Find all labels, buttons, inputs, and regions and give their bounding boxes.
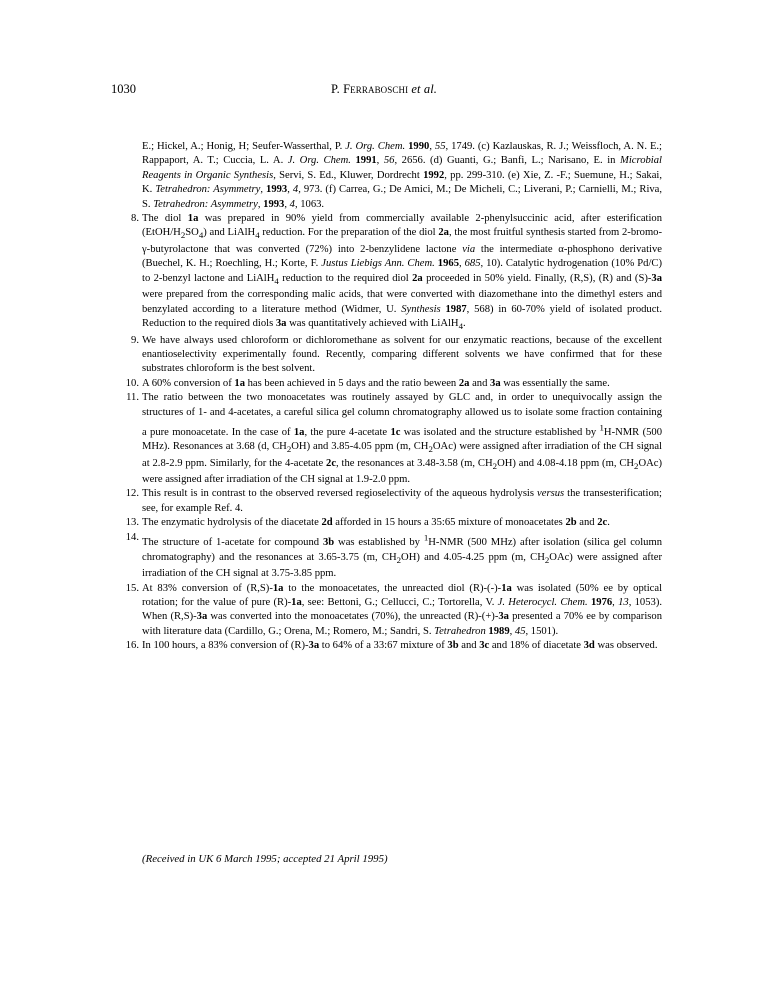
- footnote-text: We have always used chloroform or dichloromethane as solvent for our enzymatic reactions, because of the excellent enantioselectivity experimentally found. Recently, comparing different solvents we have confirmed that for these substrates chloroform is the best solvent.: [142, 334, 662, 375]
- footnote: [121, 140, 662, 212]
- footnote-text: The ratio between the two monoacetates was routinely assayed by GLC and, in order to unequivocally assign the structures of 1- and 4-acetates, a careful silica gel column chromatography allowed us to isolate some fraction containing a pure monoacetate. In the case of 1a, the pure 4-acetate 1c was isolated and the structure established by $^1$H-NMR (500 MHz). Resonances at 3.68 (d, $CH_2OH$) and 3.85-4.05 ppm (m, $CH_2OAc$) were assigned after irradiation of the CH signal at 2.8-2.9 ppm. Similarly, for the 4-acetate 2c, the resonances at 3.48-3.58 (m, $CH_2OH$) and 4.08-4.18 ppm (m, $CH_2OAc$) were assigned after irradiation of the CH signal at 1.9-2.0 ppm.: [142, 392, 662, 486]
- footnote-number: 14.: [125, 531, 139, 543]
- page-number: 1030: [111, 82, 136, 96]
- footnote-text: The enzymatic hydrolysis of the diacetate 2d afforded in 15 hours a 35:65 mixture of monoacetates 2b and 2c.: [142, 517, 610, 529]
- footnote: [121, 377, 662, 391]
- page-header: [0, 82, 768, 102]
- received-date: (Received in UK 6 March 1995; accepted 21 April 1995): [142, 853, 388, 865]
- footnote-text: At 83% conversion of (R,S)-1a to the monoacetates, the unreacted diol (R)-(-)-1a was isolated (50% ee by optical rotation; for the value of pure (R)-1a, see: Bettoni, G.; Cellucci, C.; Tortorella, V. J. Heterocycl. Chem. 1976, 13, 1053). When (R,S)-3a was converted into the monoacetates (70%), the unreacted (R)-(+)-3a presented a 70% ee by comparison with literature data (Cardillo, G.; Orena, M.; Romero, M.; Sandri, S. Tetrahedron 1989, 45, 1501).: [142, 582, 663, 637]
- footnote: [121, 334, 662, 377]
- running-head: P. Ferraboschi et al.: [330, 82, 438, 96]
- footnote-number: 11.: [126, 392, 139, 404]
- footnote: [121, 212, 662, 334]
- footnote-text: E.; Hickel, A.; Honig, H; Seufer-Wasserthal, P. J. Org. Chem. 1990, 55, 1749. (c) Kazlauskas, R. J.; Weissfloch, A. N. E.; Rappaport, A. T.; Cuccia, L. A. J. Org. Chem. 1991, 56, 2656. (d) Guanti, G.; Banfi, L.; Narisano, E. in Microbial Reagents in Organic Synthesis, Servi, S. Ed., Kluwer, Dordrecht 1992, pp. 299-310. (e) Xie, Z. -F.; Suemune, H.; Sakai, K. Tetrahedron: Asymmetry, 1993, 4, 973. (f) Carrea, G.; De Amici, M.; De Micheli, C.; Liverani, P.; Carnielli, M.; Riva, S. Tetrahedron: Asymmetry, 1993, 4, 1063.: [142, 141, 663, 210]
- footnote-text: This result is in contrast to the observed reversed regioselectivity of the aqueous hydrolysis versus the transesterification; see, for example Ref. 4.: [142, 488, 662, 514]
- footnote: [121, 516, 662, 530]
- footnote: [121, 487, 662, 516]
- footnote: [121, 531, 662, 582]
- footnote-number: 12.: [125, 488, 139, 500]
- footnote-number: 10.: [125, 377, 139, 389]
- footnote-text: The diol 1a was prepared in 90% yield from commercially available 2-phenylsuccinic acid, after esterification $(EtOH/H_2SO_4)$ and LiAlH$_4$ reduction. For the preparation of the diol 2a, the most fruitful synthesis started from 2-bromo-γ-butyrolactone that was converted (72%) into 2-benzylidene lactone via the intermediate α-phosphono derivative (Buechel, K. H.; Roechling, H.; Korte, F. Justus Liebigs Ann. Chem. 1965, 685, 10). Catalytic hydrogenation (10% Pd/C) to 2-benzyl lactone and LiAlH$_4$ reduction to the required diol 2a proceeded in 50% yield. Finally, (R,S), (R) and (S)-3a were prepared from the corresponding malic acids, that were converted with diazomethane into the dimethyl esters and benzylated according to a literature method (Widmer, U. Synthesis 1987, 568) in 60-70% yield of isolated product. Reduction to the required diols 3a was quantitatively achieved with LiAlH$_4$.: [142, 213, 663, 332]
- footnote: [121, 639, 662, 653]
- footnote-text: In 100 hours, a 83% conversion of (R)-3a to 64% of a 33:67 mixture of 3b and 3c and 18% of diacetate 3d was observed.: [142, 640, 658, 652]
- footnote-number: 16.: [125, 640, 139, 652]
- footnote-number: 8.: [131, 213, 139, 225]
- footnotes-list: [121, 140, 662, 654]
- footnote-number: 9.: [131, 334, 139, 346]
- footnote: [121, 391, 662, 487]
- footnote: [121, 582, 662, 640]
- footnote-number: 13.: [125, 517, 139, 529]
- footnote-number: 15.: [125, 582, 139, 594]
- footnote-text: A 60% conversion of 1a has been achieved in 5 days and the ratio beween 2a and 3a was essentially the same.: [142, 377, 610, 389]
- footnote-text: The structure of 1-acetate for compound 3b was established by $^1$H-NMR (500 MHz) after isolation (silica gel column chromatography) and the resonances at 3.65-3.75 (m, $CH_2OH$) and 4.05-4.25 ppm (m, $CH_2OAc$) were assigned after irradiation of the CH signal at 3.75-3.85 ppm.: [142, 532, 662, 580]
